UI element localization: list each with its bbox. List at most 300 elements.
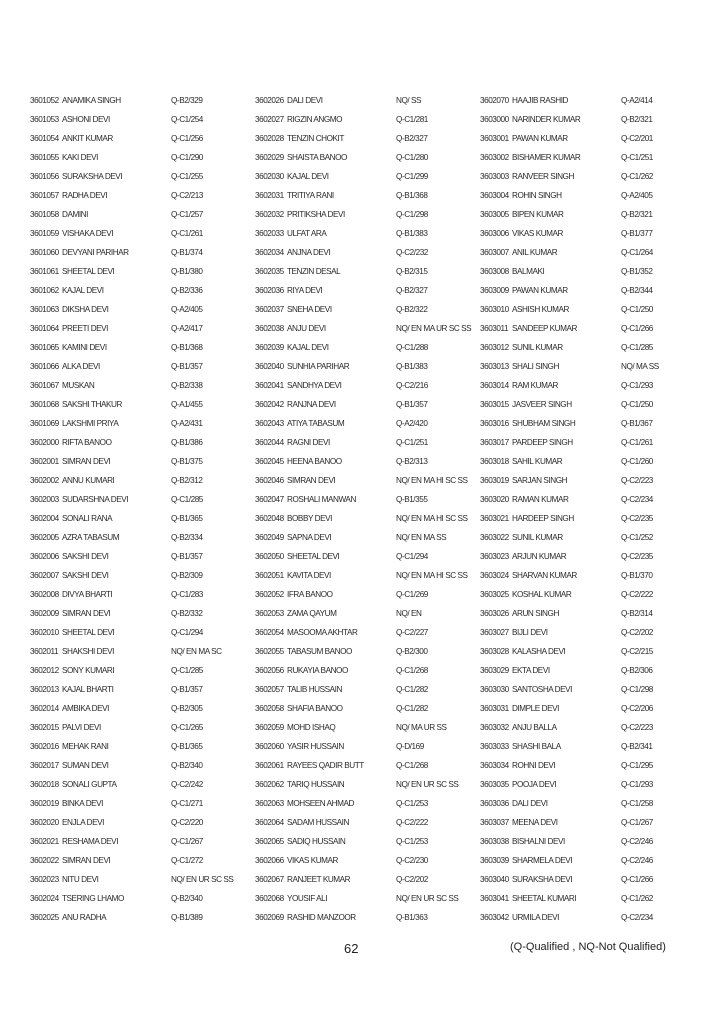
result-code: Q-C1/268 <box>396 666 428 675</box>
result-code: Q-C2/230 <box>396 856 428 865</box>
result-code: Q-B2/300 <box>396 647 428 656</box>
roll-number: 3602069 <box>255 913 284 922</box>
candidate-name: ANKIT KUMAR <box>62 134 113 143</box>
candidate-name: TSERING LHAMO <box>62 894 124 903</box>
candidate-name: SHARMELA DEVI <box>512 856 573 865</box>
roll-number: 3603039 <box>480 856 509 865</box>
candidate-name: ANNU KUMARI <box>62 476 115 485</box>
result-code: Q-C1/290 <box>171 153 203 162</box>
candidate-name: NITU DEVI <box>62 875 99 884</box>
result-code: Q-C2/246 <box>621 837 653 846</box>
candidate-name: SAKSHI DEVI <box>62 571 109 580</box>
roll-number: 3602067 <box>255 875 284 884</box>
candidate-name: SHEETAL DEVI <box>287 552 340 561</box>
roll-number: 3602060 <box>255 742 284 751</box>
result-code: Q-C1/299 <box>396 172 428 181</box>
roll-number: 3603019 <box>480 476 509 485</box>
roll-number: 3602063 <box>255 799 284 808</box>
candidate-name: SAKSHI DEVI <box>62 552 109 561</box>
roll-number: 3601066 <box>30 362 59 371</box>
roll-number: 3602013 <box>30 685 59 694</box>
result-code: Q-C1/265 <box>171 723 203 732</box>
roll-number: 3602061 <box>255 761 284 770</box>
roll-number: 3602030 <box>255 172 284 181</box>
candidate-name: PARDEEP SINGH <box>512 438 573 447</box>
roll-number: 3602000 <box>30 438 59 447</box>
candidate-name: MOHSEEN AHMAD <box>287 799 354 808</box>
roll-number: 3602040 <box>255 362 284 371</box>
result-code: NQ/ EN MA HI SC SS <box>396 514 468 523</box>
result-code: Q-C1/294 <box>396 552 428 561</box>
roll-number: 3602014 <box>30 704 59 713</box>
candidate-name: DEVYANI PARIHAR <box>62 248 129 257</box>
result-code: Q-C2/242 <box>171 780 203 789</box>
roll-number: 3603009 <box>480 286 509 295</box>
candidate-name: RUKAYIA BANOO <box>287 666 348 675</box>
candidate-name: IFRA BANOO <box>287 590 333 599</box>
roll-number: 3603004 <box>480 191 509 200</box>
roll-number: 3602038 <box>255 324 284 333</box>
result-code: Q-A2/420 <box>396 419 428 428</box>
candidate-name: ARJUN KUMAR <box>512 552 567 561</box>
candidate-name: RANJNA DEVI <box>287 400 336 409</box>
candidate-name: YOUSIF ALI <box>287 894 328 903</box>
candidate-name: PAWAN KUMAR <box>512 134 568 143</box>
roll-number: 3603000 <box>480 115 509 124</box>
candidate-name: KAJAL DEVI <box>62 286 104 295</box>
candidate-name: POOJA DEVI <box>512 780 557 789</box>
candidate-name: BISHALNI DEVI <box>512 837 565 846</box>
candidate-name: SURAKSHA DEVI <box>512 875 573 884</box>
roll-number: 3602065 <box>255 837 284 846</box>
roll-number: 3602002 <box>30 476 59 485</box>
result-code: Q-B2/322 <box>396 305 428 314</box>
roll-number: 3602011 <box>30 647 59 656</box>
result-code: Q-C1/264 <box>621 248 653 257</box>
roll-number: 3603017 <box>480 438 509 447</box>
candidate-name: SHAISTA BANOO <box>287 153 347 162</box>
roll-number: 3602050 <box>255 552 284 561</box>
candidate-name: ARUN SINGH <box>512 609 559 618</box>
result-code: Q-C1/266 <box>621 324 653 333</box>
result-code: Q-B1/352 <box>621 267 653 276</box>
result-code: Q-C1/254 <box>171 115 203 124</box>
result-code: Q-C1/282 <box>396 704 428 713</box>
candidate-name: SHEETAL KUMARI <box>512 894 577 903</box>
roll-number: 3603002 <box>480 153 509 162</box>
roll-number: 3603024 <box>480 571 509 580</box>
result-code: Q-B2/340 <box>171 894 203 903</box>
roll-number: 3602021 <box>30 837 59 846</box>
candidate-name: ATIYA TABASUM <box>287 419 345 428</box>
roll-number: 3602031 <box>255 191 284 200</box>
candidate-name: ENJLA DEVI <box>62 818 104 827</box>
candidate-name: ANIL KUMAR <box>512 248 558 257</box>
roll-number: 3602053 <box>255 609 284 618</box>
candidate-name: SHAFIA BANOO <box>287 704 343 713</box>
result-code: Q-B1/367 <box>621 419 653 428</box>
candidate-name: SAKSHI THAKUR <box>62 400 122 409</box>
result-code: Q-B1/355 <box>396 495 428 504</box>
result-code: Q-C1/262 <box>621 172 653 181</box>
candidate-name: MUSKAN <box>62 381 95 390</box>
candidate-name: SADAM HUSSAIN <box>287 818 349 827</box>
roll-number: 3602026 <box>255 96 284 105</box>
result-code: Q-C1/295 <box>621 761 653 770</box>
roll-number: 3602020 <box>30 818 59 827</box>
result-code: Q-C1/285 <box>621 343 653 352</box>
candidate-name: SNEHA DEVI <box>287 305 332 314</box>
result-code: Q-C2/213 <box>171 191 203 200</box>
candidate-name: BINKA DEVI <box>62 799 104 808</box>
candidate-name: RIFTA BANOO <box>62 438 112 447</box>
result-code: Q-B2/313 <box>396 457 428 466</box>
result-code: NQ/ SS <box>396 96 422 105</box>
roll-number: 3602044 <box>255 438 284 447</box>
candidate-name: KALASHA DEVI <box>512 647 566 656</box>
result-code: Q-B1/386 <box>171 438 203 447</box>
roll-number: 3601068 <box>30 400 59 409</box>
candidate-name: AMBIKA DEVI <box>62 704 109 713</box>
result-code: Q-B2/327 <box>396 286 428 295</box>
result-code: Q-C1/261 <box>171 229 203 238</box>
roll-number: 3602018 <box>30 780 59 789</box>
roll-number: 3602039 <box>255 343 284 352</box>
candidate-name: HEENA BANOO <box>287 457 342 466</box>
roll-number: 3603003 <box>480 172 509 181</box>
result-code: NQ/ EN MA SC <box>171 647 222 656</box>
result-code: NQ/ EN UR SC SS <box>396 780 459 789</box>
candidate-name: SHUBHAM SINGH <box>512 419 576 428</box>
roll-number: 3602066 <box>255 856 284 865</box>
candidate-name: ZAMA QAYUM <box>287 609 337 618</box>
candidate-name: SAPNA DEVI <box>287 533 332 542</box>
roll-number: 3602056 <box>255 666 284 675</box>
roll-number: 3602037 <box>255 305 284 314</box>
result-legend: (Q-Qualified , NQ-Not Qualified) <box>510 941 666 953</box>
candidate-name: MEHAK RANI <box>62 742 109 751</box>
candidate-name: BISHAMER KUMAR <box>512 153 581 162</box>
candidate-name: PALVI DEVI <box>62 723 101 732</box>
roll-number: 3603006 <box>480 229 509 238</box>
result-code: Q-C1/293 <box>621 780 653 789</box>
result-code: Q-C1/282 <box>396 685 428 694</box>
candidate-name: SHAKSHI DEVI <box>62 647 114 656</box>
result-code: Q-B2/309 <box>171 571 203 580</box>
roll-number: 3602024 <box>30 894 59 903</box>
result-code: NQ/ EN MA SS <box>396 533 447 542</box>
roll-number: 3601052 <box>30 96 59 105</box>
candidate-name: ASHONI DEVI <box>62 115 110 124</box>
roll-number: 3603036 <box>480 799 509 808</box>
roll-number: 3602015 <box>30 723 59 732</box>
candidate-name: TENZIN CHOKIT <box>287 134 344 143</box>
page-number: 62 <box>344 941 359 956</box>
result-code: Q-C1/253 <box>396 837 428 846</box>
result-code: Q-C2/202 <box>396 875 428 884</box>
result-code: Q-B1/368 <box>396 191 428 200</box>
roll-number: 3601069 <box>30 419 59 428</box>
candidate-name: SHEETAL DEVI <box>62 267 115 276</box>
result-code: Q-C2/232 <box>396 248 428 257</box>
roll-number: 3602007 <box>30 571 59 580</box>
roll-number: 3601054 <box>30 134 59 143</box>
candidate-name: SONY KUMARI <box>62 666 115 675</box>
result-code: NQ/ EN MA UR SC SS <box>396 324 472 333</box>
candidate-name: SUNIL KUMAR <box>512 343 563 352</box>
roll-number: 3603030 <box>480 685 509 694</box>
candidate-name: SIMRAN DEVI <box>62 457 111 466</box>
result-code: Q-B1/383 <box>396 229 428 238</box>
result-code: Q-C1/285 <box>171 495 203 504</box>
roll-number: 3603023 <box>480 552 509 561</box>
candidate-name: SURAKSHA DEVI <box>62 172 123 181</box>
result-code: Q-C1/251 <box>396 438 428 447</box>
result-code: Q-A2/417 <box>171 324 203 333</box>
roll-number: 3602019 <box>30 799 59 808</box>
result-code: Q-B1/383 <box>396 362 428 371</box>
candidate-name: YASIR HUSSAIN <box>287 742 344 751</box>
candidate-name: KAJAL DEVI <box>287 343 329 352</box>
result-code: Q-B2/344 <box>621 286 653 295</box>
result-code: Q-C1/255 <box>171 172 203 181</box>
result-code: Q-C1/271 <box>171 799 203 808</box>
result-code: Q-C1/253 <box>396 799 428 808</box>
roll-number: 3603013 <box>480 362 509 371</box>
result-code: Q-C1/250 <box>621 305 653 314</box>
roll-number: 3602006 <box>30 552 59 561</box>
result-code: Q-A2/405 <box>171 305 203 314</box>
candidate-name: TRITIYA RANI <box>287 191 334 200</box>
roll-number: 3602004 <box>30 514 59 523</box>
roll-number: 3602008 <box>30 590 59 599</box>
result-code: Q-C2/202 <box>621 628 653 637</box>
roll-number: 3603033 <box>480 742 509 751</box>
roll-number: 3601060 <box>30 248 59 257</box>
result-code: Q-C1/285 <box>171 666 203 675</box>
result-code: Q-B2/327 <box>396 134 428 143</box>
candidate-name: RAMAN KUMAR <box>512 495 569 504</box>
result-code: Q-C2/234 <box>621 495 653 504</box>
candidate-name: SHARVAN KUMAR <box>512 571 577 580</box>
roll-number: 3601062 <box>30 286 59 295</box>
candidate-name: EKTA DEVI <box>512 666 550 675</box>
candidate-name: RIYA DEVI <box>287 286 323 295</box>
roll-number: 3603016 <box>480 419 509 428</box>
result-code: Q-B2/329 <box>171 96 203 105</box>
roll-number: 3602048 <box>255 514 284 523</box>
roll-number: 3603012 <box>480 343 509 352</box>
candidate-name: SADIQ HUSSAIN <box>287 837 346 846</box>
candidate-name: TALIB HUSSAIN <box>287 685 342 694</box>
result-code: NQ/ MA UR SS <box>396 723 447 732</box>
result-code: Q-C1/251 <box>621 153 653 162</box>
result-code: Q-C1/294 <box>171 628 203 637</box>
candidate-name: LAKSHMI PRIYA <box>62 419 119 428</box>
candidate-name: RANVEER SINGH <box>512 172 574 181</box>
roll-number: 3603022 <box>480 533 509 542</box>
roll-number: 3603032 <box>480 723 509 732</box>
roll-number: 3603031 <box>480 704 509 713</box>
result-code: Q-B2/336 <box>171 286 203 295</box>
candidate-name: SARJAN SINGH <box>512 476 568 485</box>
roll-number: 3603018 <box>480 457 509 466</box>
roll-number: 3601067 <box>30 381 59 390</box>
candidate-name: KAVITA DEVI <box>287 571 331 580</box>
result-code: Q-C1/283 <box>171 590 203 599</box>
candidate-name: BIPEN KUMAR <box>512 210 564 219</box>
roll-number: 3602055 <box>255 647 284 656</box>
candidate-name: DAMINI <box>62 210 88 219</box>
candidate-name: TARIQ HUSSAIN <box>287 780 345 789</box>
candidate-name: DALI DEVI <box>287 96 323 105</box>
candidate-name: SANTOSHA DEVI <box>512 685 572 694</box>
result-code: Q-B2/341 <box>621 742 653 751</box>
result-code: Q-C1/262 <box>621 894 653 903</box>
roll-number: 3602023 <box>30 875 59 884</box>
roll-number: 3602052 <box>255 590 284 599</box>
candidate-name: SANDEEP KUMAR <box>512 324 577 333</box>
roll-number: 3602034 <box>255 248 284 257</box>
result-code: Q-B2/338 <box>171 381 203 390</box>
roll-number: 3603014 <box>480 381 509 390</box>
candidate-name: DIMPLE DEVI <box>512 704 559 713</box>
roll-number: 3602012 <box>30 666 59 675</box>
candidate-name: MASOOMA AKHTAR <box>287 628 358 637</box>
roll-number: 3602028 <box>255 134 284 143</box>
result-code: Q-B1/374 <box>171 248 203 257</box>
candidate-name: RAGNI DEVI <box>287 438 330 447</box>
candidate-name: SUMAN DEVI <box>62 761 109 770</box>
candidate-name: ALKA DEVI <box>62 362 100 371</box>
roll-number: 3602036 <box>255 286 284 295</box>
candidate-name: TENZIN DESAL <box>287 267 341 276</box>
result-code: Q-C2/222 <box>621 590 653 599</box>
candidate-name: ANAMIKA SINGH <box>62 96 121 105</box>
result-code: Q-C2/206 <box>621 704 653 713</box>
roll-number: 3603034 <box>480 761 509 770</box>
candidate-name: ANU RADHA <box>62 913 107 922</box>
result-code: Q-C2/215 <box>621 647 653 656</box>
roll-number: 3601053 <box>30 115 59 124</box>
candidate-name: SHALI SINGH <box>512 362 559 371</box>
result-code: Q-B1/357 <box>171 362 203 371</box>
candidate-name: DIVYA BHARTI <box>62 590 113 599</box>
roll-number: 3601057 <box>30 191 59 200</box>
candidate-name: RAM KUMAR <box>512 381 558 390</box>
result-code: Q-B1/375 <box>171 457 203 466</box>
roll-number: 3603011 <box>480 324 509 333</box>
roll-number: 3603028 <box>480 647 509 656</box>
result-code: Q-B2/306 <box>621 666 653 675</box>
roll-number: 3603035 <box>480 780 509 789</box>
result-code: Q-A2/405 <box>621 191 653 200</box>
candidate-name: ANJU DEVI <box>287 324 326 333</box>
candidate-name: AZRA TABASUM <box>62 533 120 542</box>
result-code: Q-B2/314 <box>621 609 653 618</box>
roll-number: 3602058 <box>255 704 284 713</box>
roll-number: 3602054 <box>255 628 284 637</box>
candidate-name: VISHAKA DEVI <box>62 229 114 238</box>
result-code: Q-C2/246 <box>621 856 653 865</box>
roll-number: 3601056 <box>30 172 59 181</box>
candidate-name: KAKI DEVI <box>62 153 98 162</box>
result-code: Q-C1/252 <box>621 533 653 542</box>
result-code: Q-B1/365 <box>171 514 203 523</box>
roll-number: 3603026 <box>480 609 509 618</box>
result-code: Q-C1/298 <box>621 685 653 694</box>
result-code: Q-C1/266 <box>621 875 653 884</box>
candidate-name: DALI DEVI <box>512 799 548 808</box>
result-code: Q-C1/269 <box>396 590 428 599</box>
roll-number: 3602005 <box>30 533 59 542</box>
result-code: Q-C1/268 <box>396 761 428 770</box>
roll-number: 3602033 <box>255 229 284 238</box>
roll-number: 3602032 <box>255 210 284 219</box>
roll-number: 3603027 <box>480 628 509 637</box>
result-code: Q-B1/389 <box>171 913 203 922</box>
result-code: Q-B1/357 <box>396 400 428 409</box>
result-code: NQ/ EN MA HI SC SS <box>396 571 468 580</box>
result-code: Q-C2/234 <box>621 913 653 922</box>
result-code: NQ/ EN <box>396 609 422 618</box>
result-code: Q-B1/357 <box>171 685 203 694</box>
candidate-name: SAHIL KUMAR <box>512 457 563 466</box>
candidate-name: KOSHAL KUMAR <box>512 590 572 599</box>
candidate-name: NARINDER KUMAR <box>512 115 581 124</box>
roll-number: 3602051 <box>255 571 284 580</box>
result-code: Q-B2/312 <box>171 476 203 485</box>
roll-number: 3602068 <box>255 894 284 903</box>
roll-number: 3602029 <box>255 153 284 162</box>
candidate-name: VIKAS KUMAR <box>287 856 339 865</box>
result-code: Q-D/169 <box>396 742 424 751</box>
result-code: Q-C1/298 <box>396 210 428 219</box>
candidate-name: VIKAS KUMAR <box>512 229 564 238</box>
roll-number: 3603038 <box>480 837 509 846</box>
roll-number: 3603020 <box>480 495 509 504</box>
result-code: Q-C1/272 <box>171 856 203 865</box>
candidate-name: RADHA DEVI <box>62 191 108 200</box>
candidate-name: TABASUM BANOO <box>287 647 352 656</box>
candidate-name: SHEETAL DEVI <box>62 628 115 637</box>
roll-number: 3603008 <box>480 267 509 276</box>
result-code: Q-C1/267 <box>171 837 203 846</box>
roll-number: 3602035 <box>255 267 284 276</box>
candidate-name: ANJU BALLA <box>512 723 557 732</box>
result-code: Q-C2/220 <box>171 818 203 827</box>
roll-number: 3601065 <box>30 343 59 352</box>
candidate-name: SIMRAN DEVI <box>287 476 336 485</box>
result-code: Q-C1/281 <box>396 115 428 124</box>
roll-number: 3603041 <box>480 894 509 903</box>
roll-number: 3602041 <box>255 381 284 390</box>
result-code: Q-B1/368 <box>171 343 203 352</box>
roll-number: 3602057 <box>255 685 284 694</box>
candidate-name: URMILA DEVI <box>512 913 559 922</box>
roll-number: 3603015 <box>480 400 509 409</box>
candidate-name: RIGZIN ANGMO <box>287 115 343 124</box>
roll-number: 3602049 <box>255 533 284 542</box>
result-code: Q-B1/377 <box>621 229 653 238</box>
candidate-name: SHASHI BALA <box>512 742 561 751</box>
candidate-name: ROHIN SINGH <box>512 191 562 200</box>
roll-number: 3601061 <box>30 267 59 276</box>
candidate-name: JASVEER SINGH <box>512 400 572 409</box>
result-code: Q-B1/357 <box>171 552 203 561</box>
roll-number: 3602043 <box>255 419 284 428</box>
candidate-name: RESHAMA DEVI <box>62 837 119 846</box>
